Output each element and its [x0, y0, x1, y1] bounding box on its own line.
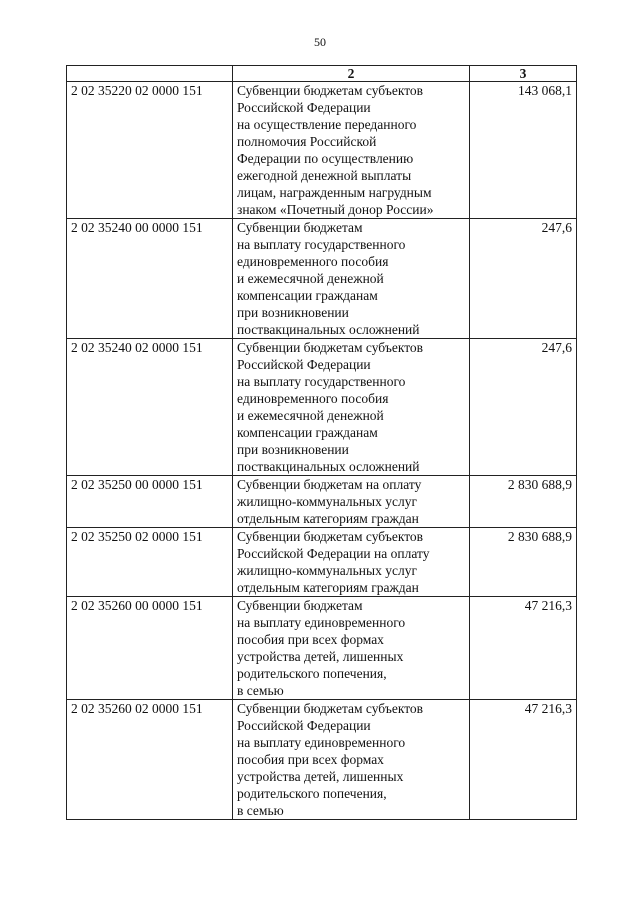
budget-amount: 247,6: [470, 339, 577, 476]
budget-description: Субвенции бюджетам на выплату единовременного пособия при всех формах устройства детей, лишенных родительского попечения, в семью: [233, 597, 470, 700]
budget-code: 2 02 35240 00 0000 151: [67, 219, 233, 339]
table-row: [67, 528, 577, 597]
budget-description: Субвенции бюджетам на выплату государственного единовременного пособия и ежемесячной денежной компенсации гражданам при возникновении поствакцинальных осложнений: [233, 219, 470, 339]
table-row: [67, 339, 577, 476]
table-row: [67, 476, 577, 528]
budget-description: Субвенции бюджетам субъектов Российской Федерации на выплату государственного единовременного пособия и ежемесячной денежной компенсации гражданам при возникновении поствакцинальных осложнений: [233, 339, 470, 476]
budget-description: Субвенции бюджетам субъектов Российской Федерации на выплату единовременного пособия при всех формах устройства детей, лишенных родительского попечения, в семью: [233, 700, 470, 820]
column-header-code: [67, 66, 233, 82]
budget-amount: 2 830 688,9: [470, 528, 577, 597]
budget-code: 2 02 35220 02 0000 151: [67, 82, 233, 219]
column-header-description: 2: [233, 66, 470, 82]
budget-description: Субвенции бюджетам субъектов Российской Федерации на осуществление переданного полномочия Российской Федерации по осуществлению ежегодной денежной выплаты лицам, награжденным нагрудным знаком «Почетный донор России»: [233, 82, 470, 219]
budget-amount: 2 830 688,9: [470, 476, 577, 528]
table-row: [67, 219, 577, 339]
budget-code: 2 02 35250 00 0000 151: [67, 476, 233, 528]
budget-code: 2 02 35240 02 0000 151: [67, 339, 233, 476]
budget-table: [66, 65, 577, 820]
budget-description: Субвенции бюджетам на оплату жилищно-коммунальных услуг отдельным категориям граждан: [233, 476, 470, 528]
budget-code: 2 02 35260 02 0000 151: [67, 700, 233, 820]
budget-code: 2 02 35260 00 0000 151: [67, 597, 233, 700]
budget-amount: 47 216,3: [470, 700, 577, 820]
column-header-amount: 3: [470, 66, 577, 82]
table-row: [67, 700, 577, 820]
table-row: [67, 597, 577, 700]
budget-amount: 143 068,1: [470, 82, 577, 219]
budget-amount: 247,6: [470, 219, 577, 339]
page-number: 50: [314, 35, 326, 49]
budget-amount: 47 216,3: [470, 597, 577, 700]
budget-description: Субвенции бюджетам субъектов Российской Федерации на оплату жилищно-коммунальных услуг отдельным категориям граждан: [233, 528, 470, 597]
budget-code: 2 02 35250 02 0000 151: [67, 528, 233, 597]
table-row: [67, 82, 577, 219]
table-header-row: [67, 66, 577, 82]
